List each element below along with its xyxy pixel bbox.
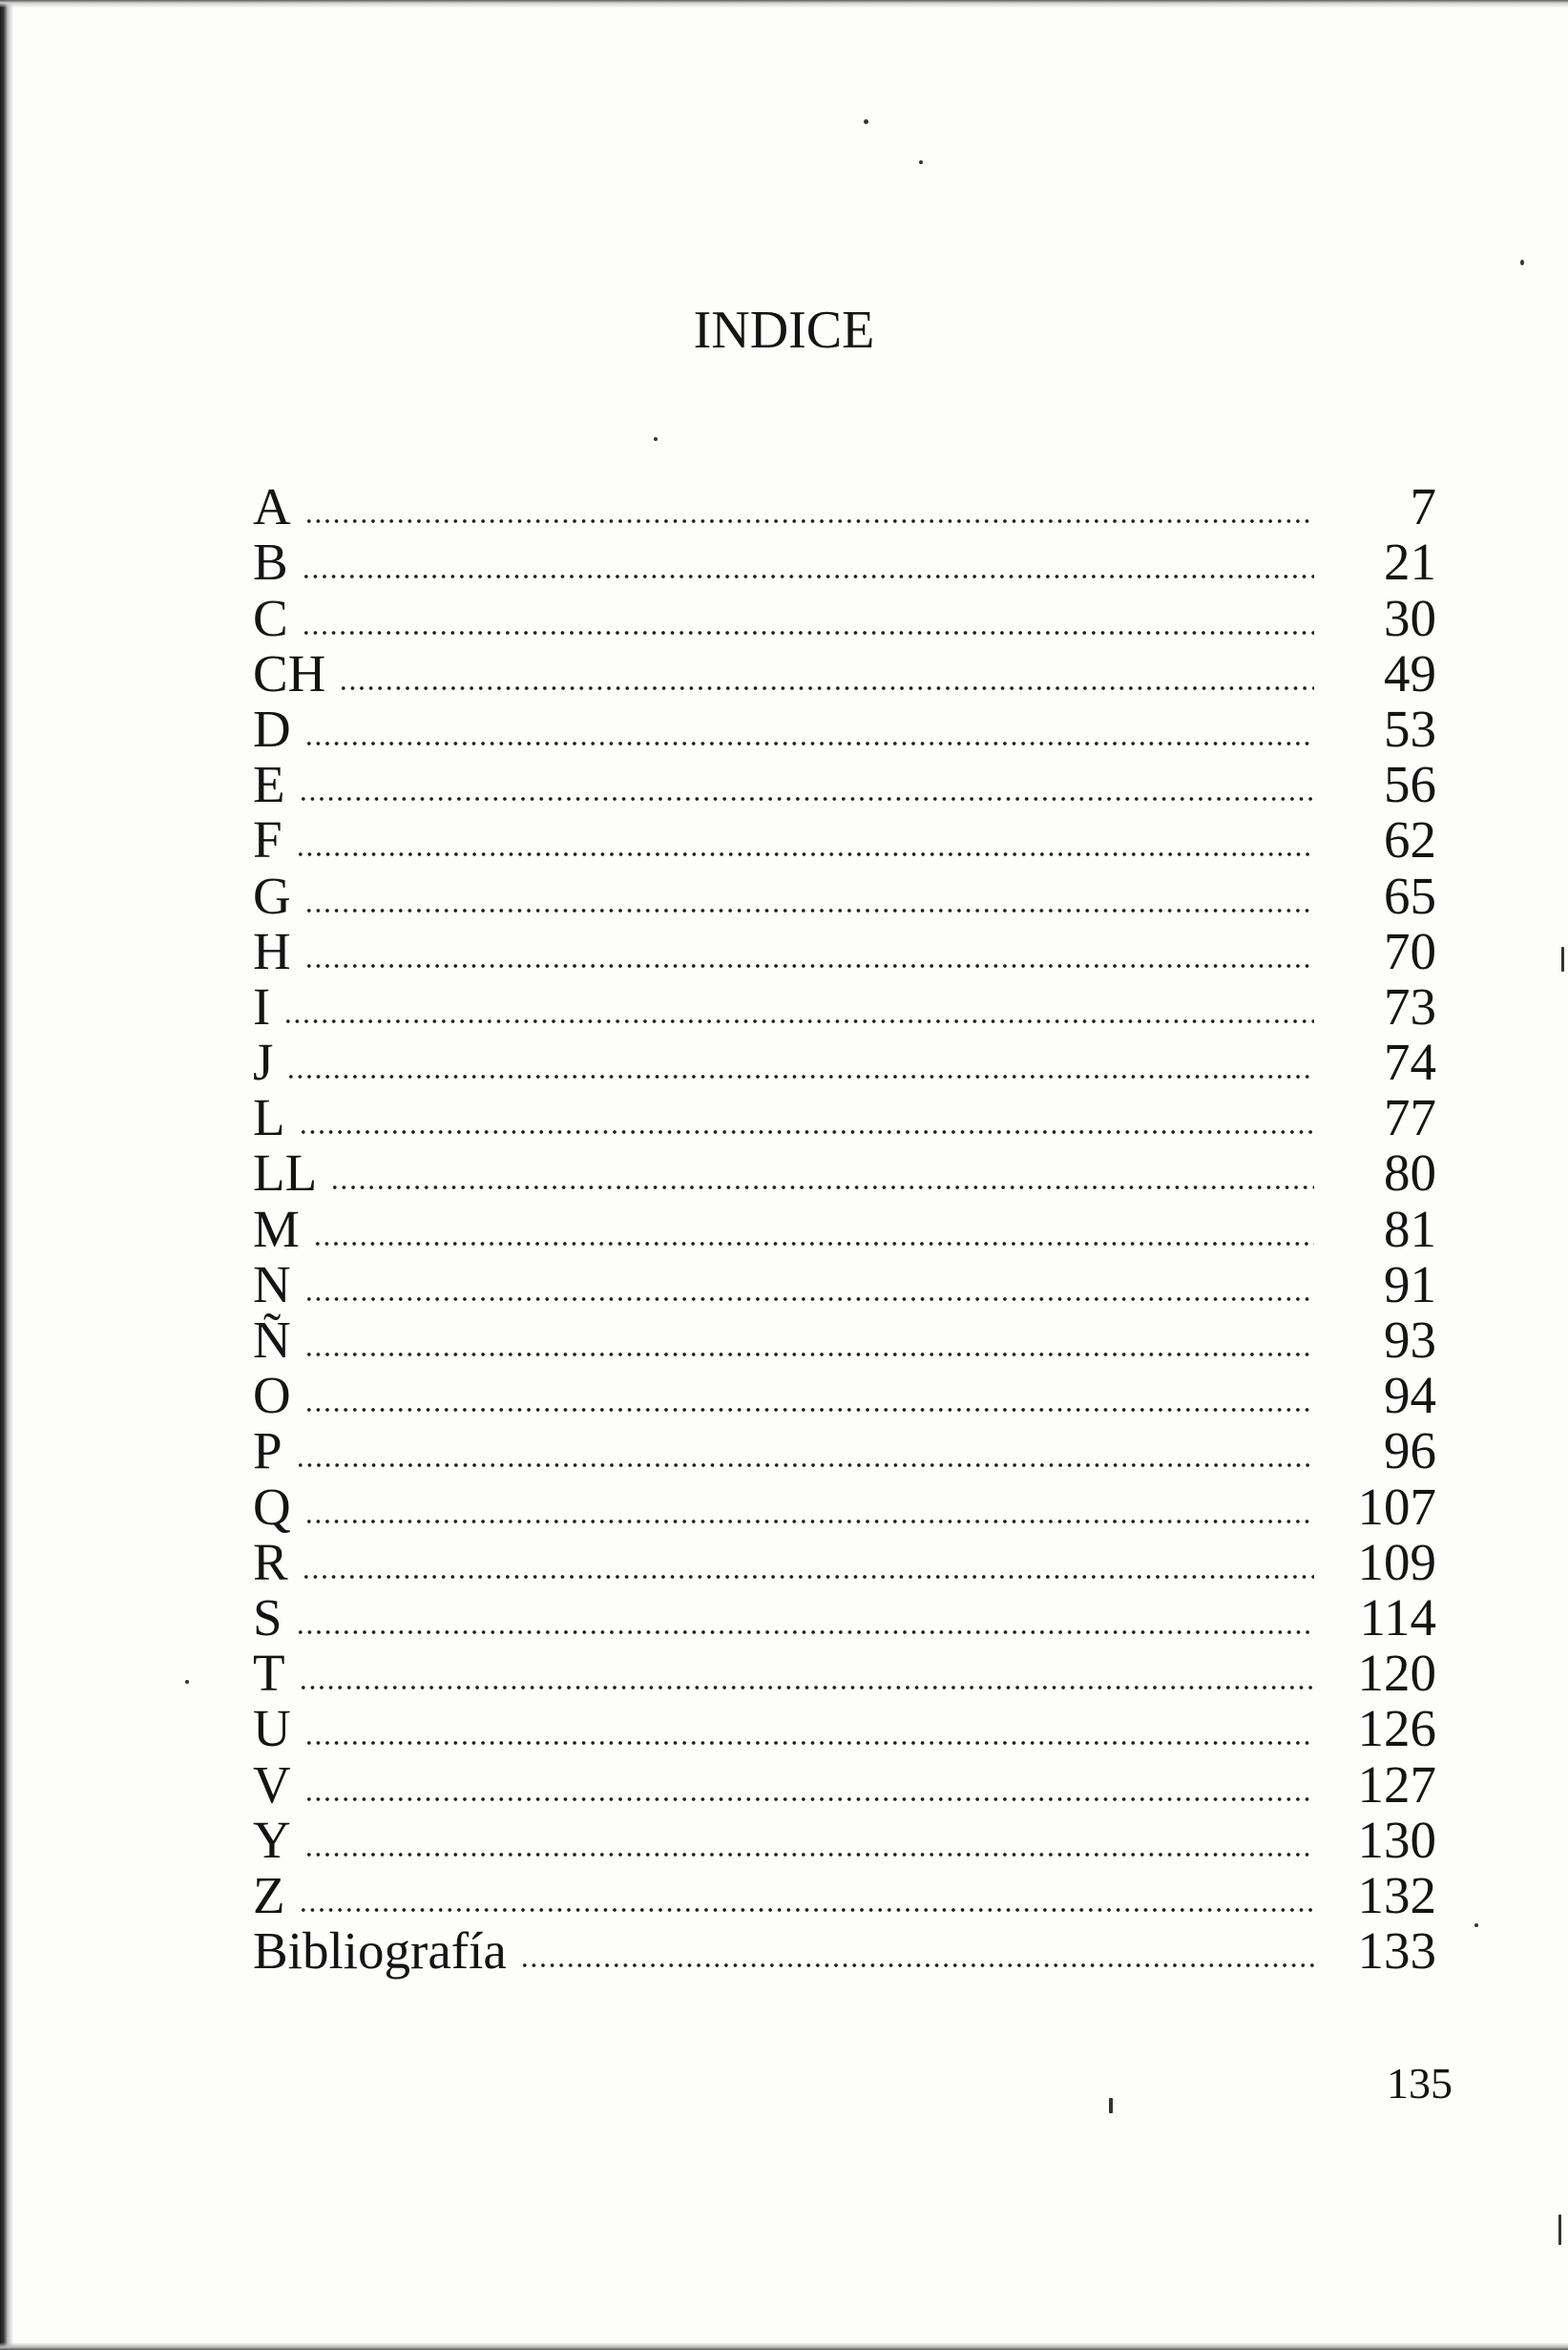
dot-leader (299, 1685, 1314, 1690)
toc-entry (253, 1532, 1436, 1591)
page-number: 135 (1387, 2059, 1453, 2108)
toc-entry-page: 130 (1357, 1810, 1436, 1869)
dot-leader (304, 1519, 1314, 1524)
toc-entry-label: T (253, 1644, 285, 1703)
toc-entry-page: 132 (1357, 1865, 1436, 1924)
scan-speck (654, 437, 658, 441)
scan-speck (185, 1680, 189, 1684)
dot-leader (304, 963, 1314, 969)
dot-leader (304, 1407, 1314, 1413)
toc-entry-label: Z (253, 1865, 285, 1924)
scan-edge-bottom (0, 2342, 1568, 2350)
toc-entry-label: Q (253, 1477, 291, 1536)
table-of-contents (253, 477, 1436, 1981)
toc-entry (253, 1810, 1436, 1869)
toc-entry-page: 77 (1384, 1088, 1436, 1147)
dot-leader (302, 1574, 1314, 1580)
toc-entry (253, 1699, 1436, 1758)
toc-entry-page: 91 (1384, 1254, 1436, 1313)
toc-entry (253, 643, 1436, 703)
toc-entry (253, 1477, 1436, 1536)
toc-entry-page: 133 (1357, 1921, 1436, 1981)
toc-entry (253, 1199, 1436, 1258)
toc-entry-label: D (253, 699, 291, 758)
toc-entry (253, 1255, 1436, 1311)
toc-entry (253, 1311, 1436, 1369)
dot-leader (302, 574, 1314, 579)
toc-entry-page: 70 (1384, 921, 1436, 980)
dot-leader (299, 796, 1314, 802)
toc-entry-page: 74 (1384, 1033, 1436, 1092)
dot-leader (304, 518, 1314, 524)
toc-entry-page: 49 (1384, 643, 1436, 703)
toc-entry (253, 477, 1436, 536)
toc-entry (253, 588, 1436, 647)
toc-entry (253, 1754, 1436, 1814)
toc-entry (253, 1033, 1436, 1092)
toc-entry-label: Bibliografía (253, 1921, 507, 1981)
toc-entry (253, 1921, 1436, 1981)
toc-entry (253, 976, 1436, 1036)
toc-entry-page: 94 (1384, 1366, 1436, 1425)
toc-entry-label: B (253, 533, 288, 592)
dot-leader (304, 1740, 1314, 1746)
toc-entry-page: 62 (1384, 810, 1436, 870)
toc-entry-page: 21 (1384, 533, 1436, 592)
toc-entry-label: U (253, 1699, 291, 1758)
scan-speck (864, 119, 868, 124)
toc-entry-label: G (253, 866, 291, 925)
toc-entry-label: CH (253, 643, 326, 703)
toc-entry-page: 109 (1357, 1532, 1436, 1591)
toc-entry (253, 1587, 1436, 1647)
toc-entry-label: Ñ (253, 1311, 291, 1369)
dot-leader (313, 1241, 1314, 1247)
toc-entry-page: 93 (1384, 1311, 1436, 1369)
toc-entry-label: P (253, 1421, 282, 1480)
scan-speck (1558, 2214, 1561, 2245)
scan-speck (1109, 2098, 1113, 2113)
dot-leader (304, 1796, 1314, 1802)
toc-entry (253, 1865, 1436, 1924)
toc-entry (253, 921, 1436, 980)
toc-entry-label: E (253, 755, 285, 814)
toc-entry-label: M (253, 1199, 300, 1258)
dot-leader (339, 685, 1314, 691)
toc-entry-label: J (253, 1033, 274, 1092)
dot-leader (304, 741, 1314, 746)
toc-entry-page: 107 (1357, 1477, 1436, 1536)
toc-entry-page: 30 (1384, 588, 1436, 647)
scan-speck (1474, 1923, 1478, 1927)
toc-entry-label: V (253, 1754, 291, 1814)
toc-entry (253, 1421, 1436, 1480)
scan-speck (1520, 260, 1524, 265)
dot-leader (304, 1352, 1314, 1357)
toc-entry-page: 53 (1384, 699, 1436, 758)
dot-leader (296, 1462, 1314, 1468)
toc-entry-label: I (253, 976, 271, 1036)
toc-entry (253, 1144, 1436, 1203)
toc-entry-label: N (253, 1254, 291, 1313)
toc-entry-page: 73 (1384, 976, 1436, 1036)
dot-leader (520, 1962, 1314, 1968)
toc-entry-label: C (253, 588, 288, 647)
toc-entry-page: 96 (1384, 1421, 1436, 1480)
toc-entry-label: H (253, 921, 291, 980)
toc-entry-label: LL (253, 1144, 318, 1203)
toc-entry (253, 1366, 1436, 1425)
dot-leader (283, 1018, 1314, 1024)
toc-entry-label: S (253, 1587, 282, 1647)
dot-leader (296, 1629, 1314, 1635)
dot-leader (299, 1907, 1314, 1913)
toc-entry-label: R (253, 1532, 288, 1591)
toc-entry-page: 7 (1410, 477, 1436, 536)
dot-leader (330, 1185, 1314, 1190)
toc-entry (253, 1644, 1436, 1703)
dot-leader (296, 851, 1314, 857)
toc-entry-page: 65 (1384, 866, 1436, 925)
dot-leader (304, 908, 1314, 913)
toc-entry (253, 699, 1436, 758)
toc-entry-page: 56 (1384, 755, 1436, 814)
toc-entry (253, 755, 1436, 814)
toc-entry-page: 114 (1359, 1587, 1436, 1647)
toc-entry-page: 127 (1357, 1754, 1436, 1814)
toc-entry-label: Y (253, 1810, 291, 1869)
page-title: INDICE (693, 301, 875, 360)
toc-entry-label: L (253, 1088, 285, 1147)
toc-entry (253, 810, 1436, 870)
toc-entry (253, 1088, 1436, 1147)
scan-speck (919, 160, 923, 164)
dot-leader (286, 1074, 1314, 1080)
dot-leader (302, 630, 1314, 636)
toc-entry-label: A (253, 477, 291, 536)
scan-edge-top (0, 0, 1568, 8)
dot-leader (299, 1129, 1314, 1135)
dot-leader (304, 1852, 1314, 1857)
toc-entry-page: 81 (1384, 1199, 1436, 1258)
toc-entry-page: 120 (1357, 1644, 1436, 1703)
toc-entry-label: O (253, 1366, 291, 1425)
toc-entry-page: 126 (1357, 1699, 1436, 1758)
scan-speck (1561, 947, 1564, 972)
toc-entry-page: 80 (1384, 1144, 1436, 1203)
dot-leader (304, 1296, 1314, 1302)
toc-entry (253, 533, 1436, 592)
toc-entry-label: F (253, 810, 282, 870)
toc-entry (253, 866, 1436, 925)
